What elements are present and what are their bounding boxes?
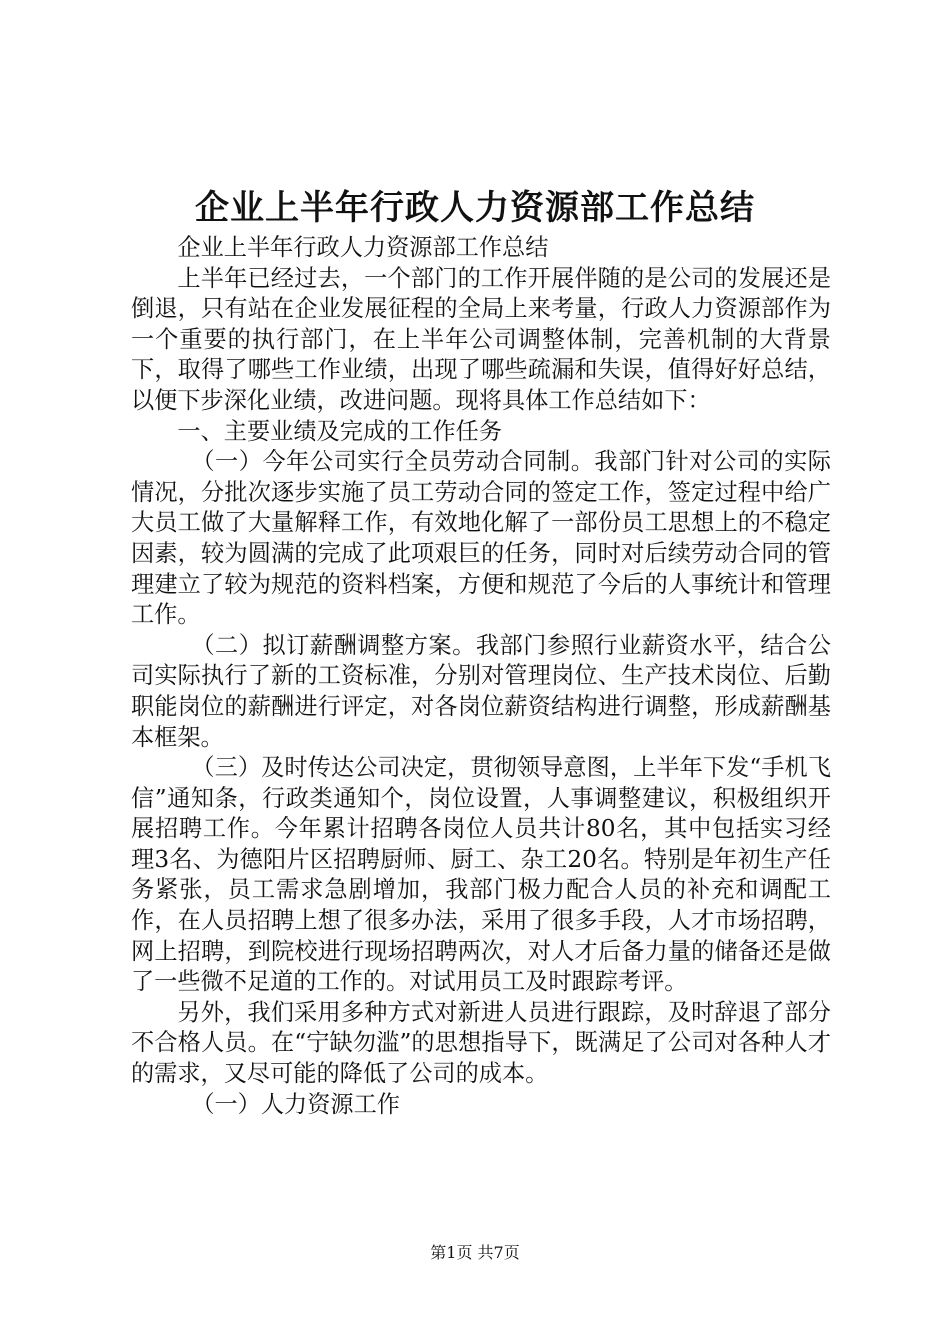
body-paragraph-item-1: （一）今年公司实行全员劳动合同制。我部门针对公司的实际情况，分批次逐步实施了员工劳动合同的签定工作，签定过程中给广大员工做了大量解释工作，有效地化解了一部份员工思想上的不稳定因素，较为圆满的完成了此项艰巨的任务，同时对后续劳动合同的管理建立了较为规范的资料档案，方便和规范了今后的人事统计和管理工作。 [131, 448, 831, 629]
document-body [131, 233, 831, 1120]
body-paragraph-additional: 另外，我们采用多种方式对新进人员进行跟踪，及时辞退了部分不合格人员。在“宁缺勿滥”的思想指导下，既满足了公司对各种人才的需求，又尽可能的降低了公司的成本。 [131, 998, 831, 1088]
body-paragraph-intro: 上半年已经过去，一个部门的工作开展伴随的是公司的发展还是倒退，只有站在企业发展征程的全局上来考量，行政人力资源部作为一个重要的执行部门，在上半年公司调整体制，完善机制的大背景下，取得了哪些工作业绩，出现了哪些疏漏和失误，值得好好总结，以便下步深化业绩，改进问题。现将具体工作总结如下： [131, 264, 831, 414]
section-heading: 一、主要业绩及完成的工作任务 [177, 417, 503, 445]
body-paragraph-item-2: （二）拟订薪酬调整方案。我部门参照行业薪资水平，结合公司实际执行了新的工资标准，分别对管理岗位、生产技术岗位、后勤职能岗位的薪酬进行评定，对各岗位薪资结构进行调整，形成薪酬基本框架。 [131, 631, 831, 751]
body-paragraph-item-3: （三）及时传达公司决定，贯彻领导意图，上半年下发“手机飞信”通知条，行政类通知个，岗位设置，人事调整建议，积极组织开展招聘工作。今年累计招聘各岗位人员共计80名，其中包括实习经理3名、为德阳片区招聘厨师、厨工、杂工20名。特别是年初生产任务紧张，员工需求急剧增加，我部门极力配合人员的补充和调配工作，在人员招聘上想了很多办法，采用了很多手段，人才市场招聘，网上招聘，到院校进行现场招聘两次，对人才后备力量的储备还是做了一些微不足道的工作的。对试用员工及时跟踪考评。 [131, 754, 831, 996]
subsection-heading: （一）人力资源工作 [191, 1090, 400, 1118]
body-paragraph-subtitle: 企业上半年行政人力资源部工作总结 [177, 234, 549, 261]
document-title: 企业上半年行政人力资源部工作总结 [195, 188, 755, 228]
page-footer: 第1页 共7页 [430, 1243, 520, 1262]
